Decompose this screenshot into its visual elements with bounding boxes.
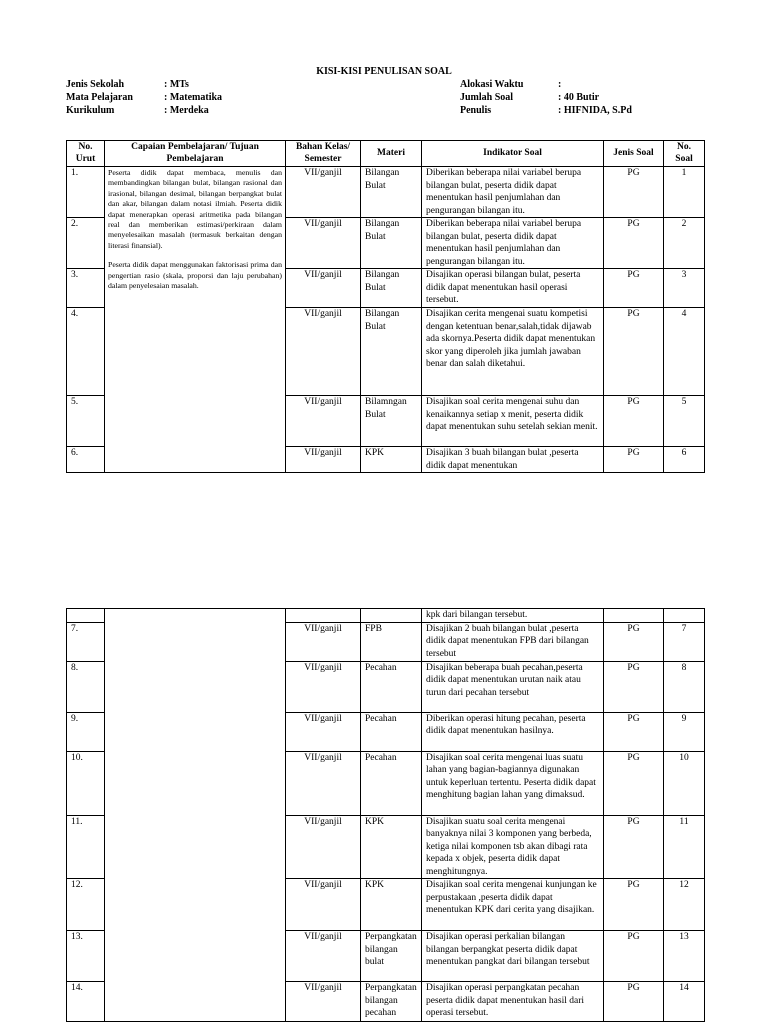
cell-kelas: VII/ganjil [286, 982, 361, 1022]
info-label: Kurikulum [66, 105, 115, 116]
info-value: : HIFNIDA, S.Pd [558, 105, 632, 116]
cell-materi: Perpangkatan bilangan bulat [361, 931, 422, 982]
cell-no: 14. [67, 982, 105, 1022]
cell-jenis: PG [604, 751, 664, 815]
cell-no: 5. [67, 396, 105, 447]
cell-indikator: Disajikan 3 buah bilangan bulat ,peserta didik dapat menentukan [422, 447, 604, 473]
cell-indikator: Diberikan beberapa nilai variabel berupa bilangan bulat, peserta didik dapat menentukan hasil penjumlahan dan pengurangan bilangan itu. [422, 167, 604, 218]
cell-materi: Perpangkatan bilangan pecahan [361, 982, 422, 1022]
cell-jenis [604, 609, 664, 623]
cell-no-soal: 2 [664, 218, 705, 269]
cell-materi: Bilangan Bulat [361, 218, 422, 269]
cell-indikator: Disajikan soal cerita mengenai suhu dan kenaikannya setiap x menit, peserta didik dapat menentukan suhu setelah sekian menit. [422, 396, 604, 447]
cell-kelas: VII/ganjil [286, 269, 361, 308]
info-row [460, 91, 632, 104]
info-label: Penulis [460, 105, 492, 116]
cell-kelas: VII/ganjil [286, 308, 361, 396]
info-value: : MTs [164, 79, 189, 90]
cell-kelas [286, 609, 361, 623]
cell-indikator: kpk dari bilangan tersebut. [422, 609, 604, 623]
info-row [66, 78, 222, 91]
cell-no-soal: 4 [664, 308, 705, 396]
info-label: Jumlah Soal [460, 92, 514, 103]
header-no-soal: No. Soal [664, 141, 705, 167]
header-materi: Materi [361, 141, 422, 167]
cell-jenis: PG [604, 622, 664, 661]
cell-materi: FPB [361, 622, 422, 661]
cell-no-soal: 12 [664, 879, 705, 931]
cell-no-soal: 5 [664, 396, 705, 447]
cell-kelas: VII/ganjil [286, 622, 361, 661]
cell-materi: Bilangan Bulat [361, 167, 422, 218]
cell-no: 11. [67, 815, 105, 879]
cell-kelas: VII/ganjil [286, 447, 361, 473]
cell-no: 4. [67, 308, 105, 396]
cell-no: 10. [67, 751, 105, 815]
cell-jenis: PG [604, 269, 664, 308]
cell-no-soal: 13 [664, 931, 705, 982]
cell-kelas: VII/ganjil [286, 167, 361, 218]
cell-indikator: Diberikan beberapa nilai variabel berupa bilangan bulat, peserta didik dapat menentukan hasil penjumlahan dan pengurangan bilangan itu. [422, 218, 604, 269]
cell-indikator: Disajikan operasi perkalian bilangan bilangan berpangkat peserta didik dapat menentukan pangkat dari bilangan tersebut [422, 931, 604, 982]
header-no-urut: No. Urut [67, 141, 105, 167]
cell-no-soal: 9 [664, 712, 705, 751]
cell-jenis: PG [604, 447, 664, 473]
cell-jenis: PG [604, 931, 664, 982]
cell-materi: Bilamngan Bulat [361, 396, 422, 447]
info-row [66, 91, 222, 104]
table-row-continuation [67, 609, 705, 623]
cell-materi: KPK [361, 447, 422, 473]
table-row [67, 167, 705, 218]
cell-capaian [105, 167, 286, 473]
cell-indikator: Disajikan operasi bilangan bulat, peserta didik dapat menentukan hasil operasi tersebut. [422, 269, 604, 308]
info-label: Jenis Sekolah [66, 79, 125, 90]
header-kelas: Bahan Kelas/ Semester [286, 141, 361, 167]
cell-no-soal: 10 [664, 751, 705, 815]
cell-no: 3. [67, 269, 105, 308]
cell-no: 2. [67, 218, 105, 269]
cell-jenis: PG [604, 167, 664, 218]
table-header-row [67, 141, 705, 167]
info-row [460, 78, 632, 91]
cell-materi: KPK [361, 815, 422, 879]
cell-materi: Pecahan [361, 751, 422, 815]
info-left [66, 78, 222, 117]
cell-jenis: PG [604, 982, 664, 1022]
cell-kelas: VII/ganjil [286, 751, 361, 815]
cell-jenis: PG [604, 661, 664, 712]
cell-no: 8. [67, 661, 105, 712]
cell-no-soal: 11 [664, 815, 705, 879]
cell-no-soal: 8 [664, 661, 705, 712]
info-value: : 40 Butir [558, 92, 600, 103]
kisi-kisi-table-page2 [66, 608, 705, 1022]
cell-no: 12. [67, 879, 105, 931]
cell-no: 1. [67, 167, 105, 218]
header-capaian: Capaian Pembelajaran/ Tujuan Pembelajaran [105, 141, 286, 167]
cell-capaian-empty [105, 609, 286, 1022]
cell-no-soal: 14 [664, 982, 705, 1022]
cell-kelas: VII/ganjil [286, 218, 361, 269]
capaian-paragraph: Peserta didik dapat menggunakan faktorisasi prima dan pengertian rasio (skala, proporsi dan laju perubahan) dalam penyelesaian masalah. [108, 260, 282, 291]
cell-kelas: VII/ganjil [286, 661, 361, 712]
cell-materi: KPK [361, 879, 422, 931]
info-label: Mata Pelajaran [66, 92, 133, 103]
capaian-paragraph: Peserta didik dapat membaca, menulis dan membandingkan bilangan bulat, bilangan rasional dan irasional, bilangan desimal, bilangan berpangkat bulat dan akar, bilangan dalam notasi ilmiah. Peserta didik dapat menerapkan operasi aritmetika pada bilangan real dan memberikan estimasi/perkiraan dalam menyelesaikan masalah (termasuk berkaitan dengan literasi finansial). [108, 168, 282, 250]
document-title: KISI-KISI PENULISAN SOAL [316, 66, 452, 77]
cell-jenis: PG [604, 218, 664, 269]
info-row [460, 104, 632, 117]
header-indikator: Indikator Soal [422, 141, 604, 167]
cell-jenis: PG [604, 396, 664, 447]
cell-indikator: Disajikan suatu soal cerita mengenai banyaknya nilai 3 komponen yang berbeda, ketiga nilai komponen tsb akan dibagi rata kepada x objek, peserta didik dapat menghitungnya. [422, 815, 604, 879]
info-value: : [558, 79, 562, 90]
cell-materi: Pecahan [361, 712, 422, 751]
cell-indikator: Disajikan 2 buah bilangan bulat ,peserta didik dapat menentukan FPB dari bilangan tersebut [422, 622, 604, 661]
cell-no [67, 609, 105, 623]
cell-kelas: VII/ganjil [286, 712, 361, 751]
cell-materi: Bilangan Bulat [361, 269, 422, 308]
cell-jenis: PG [604, 815, 664, 879]
cell-indikator: Diberikan operasi hitung pecahan, peserta didik dapat menentukan hasilnya. [422, 712, 604, 751]
cell-materi: Pecahan [361, 661, 422, 712]
cell-kelas: VII/ganjil [286, 879, 361, 931]
cell-no: 7. [67, 622, 105, 661]
cell-indikator: Disajikan soal cerita mengenai luas suatu lahan yang bagian-bagiannya digunakan untuk keperluan tertentu. Peserta didik dapat menghitung bagian lahan yang dimaksud. [422, 751, 604, 815]
cell-no: 9. [67, 712, 105, 751]
cell-materi: Bilangan Bulat [361, 308, 422, 396]
cell-materi [361, 609, 422, 623]
cell-indikator: Disajikan cerita mengenai suatu kompetisi dengan ketentuan benar,salah,tidak dijawab ada skornya.Peserta didik dapat menentukan skor yang diperoleh jika jumlah jawaban benar dan salah diketahui. [422, 308, 604, 396]
cell-no-soal [664, 609, 705, 623]
cell-jenis: PG [604, 879, 664, 931]
header-jenis-soal: Jenis Soal [604, 141, 664, 167]
cell-kelas: VII/ganjil [286, 931, 361, 982]
cell-jenis: PG [604, 308, 664, 396]
cell-kelas: VII/ganjil [286, 396, 361, 447]
cell-indikator: Disajikan operasi perpangkatan pecahan peserta didik dapat menentukan hasil dari operasi tersebut. [422, 982, 604, 1022]
cell-no-soal: 1 [664, 167, 705, 218]
cell-no: 6. [67, 447, 105, 473]
info-value: : Matematika [164, 92, 223, 103]
info-right [460, 78, 632, 117]
cell-kelas: VII/ganjil [286, 815, 361, 879]
cell-no-soal: 7 [664, 622, 705, 661]
cell-jenis: PG [604, 712, 664, 751]
kisi-kisi-table-page1 [66, 140, 705, 473]
cell-no-soal: 6 [664, 447, 705, 473]
info-row [66, 104, 222, 117]
cell-no: 13. [67, 931, 105, 982]
info-value: : Merdeka [164, 105, 209, 116]
cell-indikator: Disajikan soal cerita mengenai kunjungan ke perpustakaan ,peserta didik dapat menentukan KPK dari cerita yang disajikan. [422, 879, 604, 931]
cell-indikator: Disajikan beberapa buah pecahan,peserta didik dapat menentukan urutan naik atau turun dari pecahan tersebut [422, 661, 604, 712]
info-label: Alokasi Waktu [460, 79, 524, 90]
cell-no-soal: 3 [664, 269, 705, 308]
